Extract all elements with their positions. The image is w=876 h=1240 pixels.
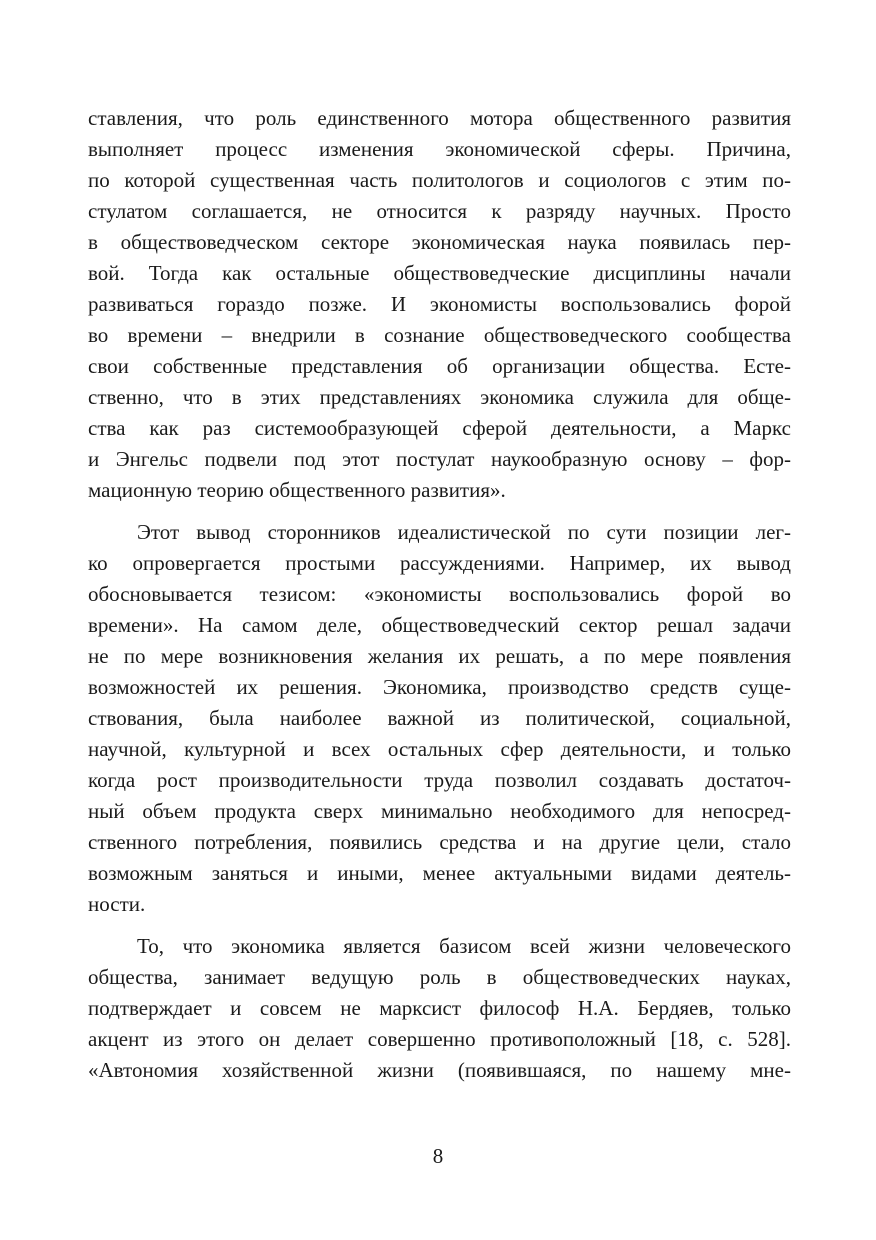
text-line: мационную теорию общественного развития». xyxy=(88,478,506,502)
text-line: Этот вывод сторонников идеалистической по сути позиции лег- xyxy=(137,520,791,544)
paragraph-2 xyxy=(88,517,791,920)
text-line: ства как раз системообразующей сферой деятельности, а Маркс xyxy=(88,416,791,440)
text-line: развиваться гораздо позже. И экономисты воспользовались форой xyxy=(88,292,791,316)
text-line: не по мере возникновения желания их решать, а по мере появления xyxy=(88,644,791,668)
text-line: по которой существенная часть политологов и социологов с этим по- xyxy=(88,168,791,192)
paragraph-gap xyxy=(88,920,791,931)
text-line: научной, культурной и всех остальных сфер деятельности, и только xyxy=(88,737,791,761)
paragraph-gap xyxy=(88,506,791,517)
text-line: возможным заняться и иными, менее актуальными видами деятель- xyxy=(88,861,791,885)
text-line: ный объем продукта сверх минимально необходимого для непосред- xyxy=(88,799,791,823)
text-line: когда рост производительности труда позволил создавать достаточ- xyxy=(88,768,791,792)
page-number: 8 xyxy=(432,1144,444,1168)
text-line: ставления, что роль единственного мотора общественного развития xyxy=(88,106,791,130)
text-line: ственно, что в этих представлениях экономика служила для обще- xyxy=(88,385,791,409)
text-line: То, что экономика является базисом всей жизни человеческого xyxy=(137,934,791,958)
text-line: «Автономия хозяйственной жизни (появившаяся, по нашему мне- xyxy=(88,1058,791,1082)
text-line: во времени – внедрили в сознание обществоведческого сообщества xyxy=(88,323,791,347)
text-line: возможностей их решения. Экономика, производство средств суще- xyxy=(88,675,791,699)
text-line: в обществоведческом секторе экономическая наука появилась пер- xyxy=(88,230,791,254)
text-line: вой. Тогда как остальные обществоведческие дисциплины начали xyxy=(88,261,791,285)
text-line: и Энгельс подвели под этот постулат наукообразную основу – фор- xyxy=(88,447,791,471)
text-line: ности. xyxy=(88,892,146,916)
text-line: времени». На самом деле, обществоведческий сектор решал задачи xyxy=(88,613,791,637)
paragraph-3 xyxy=(88,931,791,1086)
text-line: подтверждает и совсем не марксист философ Н.А. Бердяев, только xyxy=(88,996,791,1020)
text-line: ственного потребления, появились средства и на другие цели, стало xyxy=(88,830,791,854)
text-line: обосновывается тезисом: «экономисты воспользовались форой во xyxy=(88,582,791,606)
text-line: акцент из этого он делает совершенно противоположный [18, с. 528]. xyxy=(88,1027,791,1051)
text-line: общества, занимает ведущую роль в обществоведческих науках, xyxy=(88,965,791,989)
text-line: ствования, была наиболее важной из политической, социальной, xyxy=(88,706,791,730)
paragraph-1 xyxy=(88,103,791,506)
body-text xyxy=(88,103,791,1086)
text-line: свои собственные представления об организации общества. Есте- xyxy=(88,354,791,378)
text-line: стулатом соглашается, не относится к разряду научных. Просто xyxy=(88,199,791,223)
text-line: выполняет процесс изменения экономической сферы. Причина, xyxy=(88,137,791,161)
text-line: ко опровергается простыми рассуждениями. Например, их вывод xyxy=(88,551,791,575)
